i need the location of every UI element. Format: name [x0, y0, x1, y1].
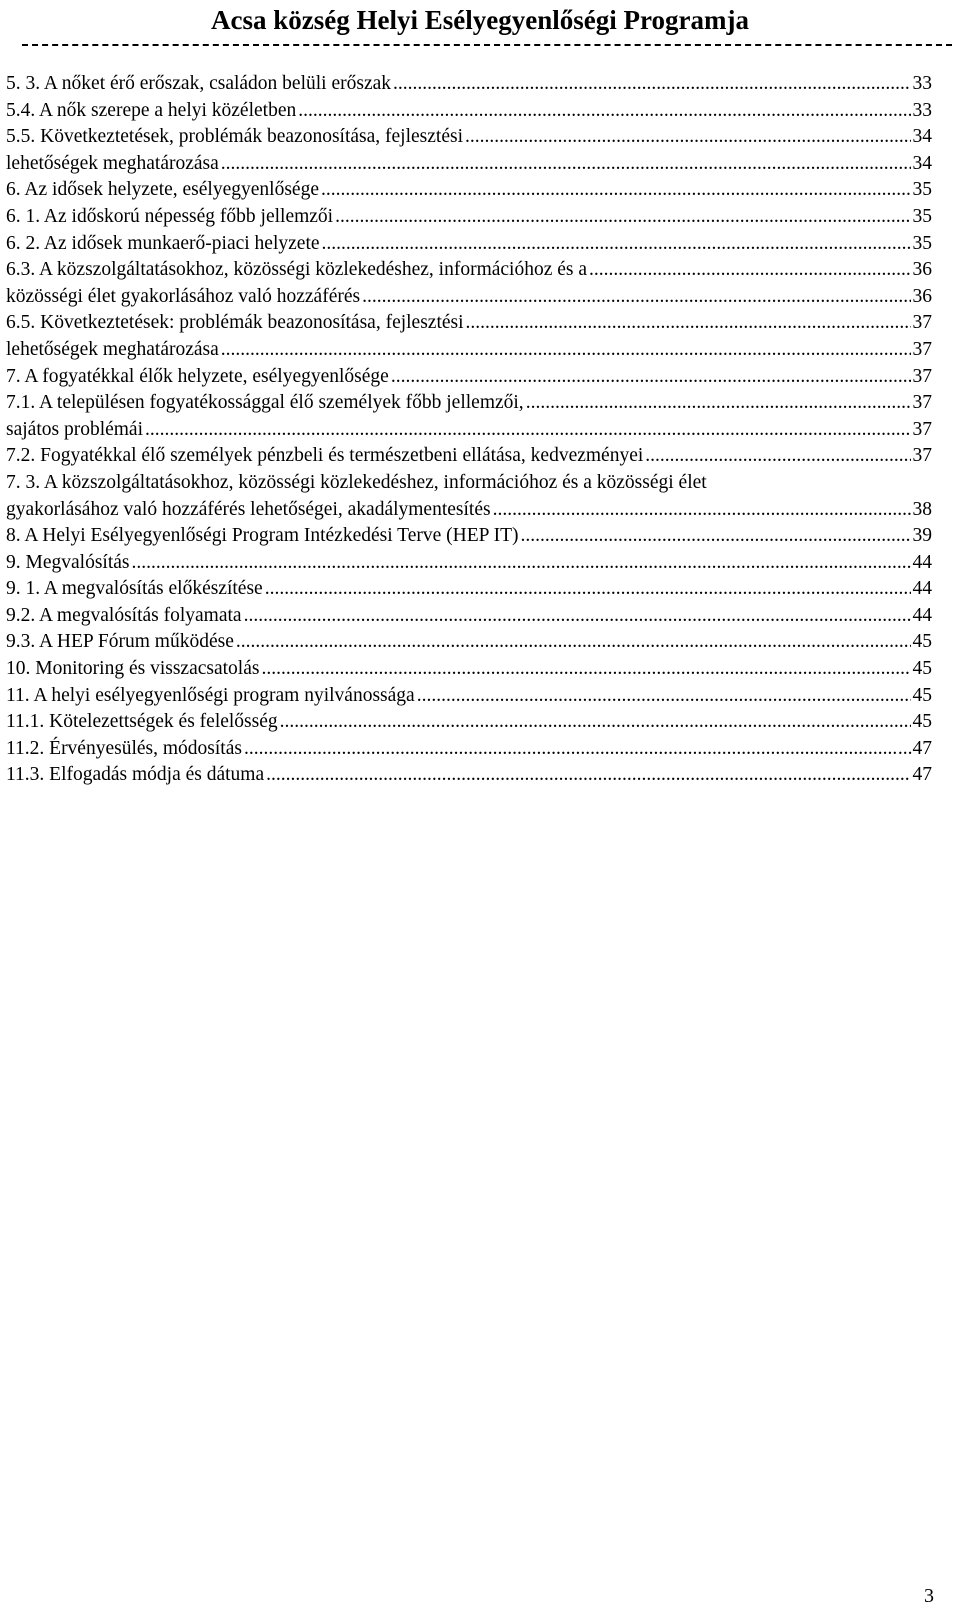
- toc-dot-leader: [466, 310, 911, 337]
- toc-dot-leader: [145, 417, 910, 444]
- toc-entry-label: 5.5. Következtetések, problémák beazonosítása, fejlesztési: [6, 126, 463, 148]
- toc-dot-leader: [322, 231, 911, 258]
- toc-entry[interactable]: [6, 576, 932, 603]
- toc-page-number: 44: [912, 578, 932, 600]
- toc-entry[interactable]: [6, 71, 932, 98]
- toc-entry-label: 6. Az idősek helyzete, esélyegyenlősége: [6, 179, 319, 201]
- toc-entry[interactable]: [6, 709, 932, 736]
- toc-entry-label: 7. 3. A közszolgáltatásokhoz, közösségi közlekedéshez, információhoz és a közösségi élet: [6, 471, 707, 493]
- toc-dot-leader: [393, 71, 910, 98]
- toc-page-number: 37: [912, 392, 932, 414]
- toc-page-number: 44: [912, 604, 932, 626]
- toc-entry[interactable]: [6, 683, 932, 710]
- toc-dot-leader: [493, 497, 911, 524]
- toc-page-number: 44: [912, 551, 932, 573]
- toc-entry[interactable]: [6, 629, 932, 656]
- toc-entry[interactable]: [6, 497, 932, 524]
- toc-page-number: 45: [912, 711, 932, 733]
- toc-dot-leader: [526, 390, 911, 417]
- toc-entry[interactable]: [6, 603, 932, 630]
- toc-entry-label: 6. 2. Az idősek munkaerő-piaci helyzete: [6, 232, 320, 254]
- toc-page-number: 35: [912, 179, 932, 201]
- toc-page-number: 45: [912, 684, 932, 706]
- toc-entry-label: 8. A Helyi Esélyegyenlőségi Program Intézkedési Terve (HEP IT): [6, 525, 519, 547]
- toc-dot-leader: [244, 736, 896, 763]
- toc-page-number: 33: [912, 99, 932, 121]
- toc-entry[interactable]: [6, 656, 932, 683]
- toc-entry-label: gyakorlásához való hozzáférés lehetőségei, akadálymentesítés: [6, 498, 491, 520]
- toc-dot-leader: [244, 603, 911, 630]
- toc-entry[interactable]: [6, 523, 932, 550]
- toc-entry[interactable]: [6, 124, 932, 151]
- toc-page-number: 37: [912, 445, 932, 467]
- toc-page-number: 37: [912, 418, 932, 440]
- toc-page-number: 37: [912, 365, 932, 387]
- toc-entry[interactable]: [6, 151, 932, 178]
- toc-page-number: 35: [912, 232, 932, 254]
- toc-entry[interactable]: [6, 257, 932, 284]
- toc-entry[interactable]: [6, 177, 932, 204]
- toc-page-number: 45: [912, 658, 932, 680]
- toc-page-number: 37: [912, 338, 932, 360]
- table-of-contents: [6, 71, 932, 789]
- toc-entry-label: 7.1. A településen fogyatékossággal élő személyek főbb jellemzői,: [6, 392, 524, 414]
- toc-page-number: 35: [912, 205, 932, 227]
- toc-entry-label: közösségi élet gyakorlásához való hozzáférés: [6, 285, 361, 307]
- toc-dot-leader: [280, 709, 911, 736]
- toc-dot-leader: [521, 523, 911, 550]
- toc-entry[interactable]: [6, 231, 932, 258]
- toc-dot-leader: [221, 151, 911, 178]
- toc-entry[interactable]: [6, 364, 932, 391]
- toc-dot-leader: [589, 257, 910, 284]
- toc-dot-leader: [131, 550, 910, 577]
- toc-page-number: ...47: [897, 737, 932, 759]
- toc-page-number: 47: [912, 764, 932, 786]
- toc-page-number: 33: [912, 73, 932, 94]
- toc-dot-leader: [298, 98, 910, 125]
- toc-entry-label: 11.3. Elfogadás módja és dátuma: [6, 764, 265, 786]
- toc-entry[interactable]: [6, 310, 932, 337]
- toc-entry-label: 11.1. Kötelezettségek és felelősség: [6, 711, 278, 733]
- toc-entry-label: sajátos problémái: [6, 418, 144, 440]
- toc-entry-label: 5. 3. A nőket érő erőszak, családon belüli erőszak: [6, 73, 392, 94]
- toc-page-number: 36: [912, 259, 932, 281]
- toc-entry[interactable]: [6, 390, 932, 417]
- toc-entry[interactable]: [6, 284, 932, 311]
- toc-dot-leader: [362, 284, 910, 311]
- toc-entry[interactable]: [6, 98, 932, 125]
- toc-entry-label: 9.3. A HEP Fórum működése: [6, 631, 234, 653]
- toc-dot-leader: [417, 683, 911, 710]
- toc-dot-leader: [236, 629, 911, 656]
- toc-page-number: 36: [912, 285, 932, 307]
- toc-entry-label: 7.2. Fogyatékkal élő személyek pénzbeli és természetbeni ellátása, kedvezményei: [6, 445, 644, 467]
- toc-entry-label: 7. A fogyatékkal élők helyzete, esélyegyenlősége: [6, 365, 389, 387]
- toc-dot-leader: [391, 364, 911, 391]
- toc-dot-leader: [266, 762, 910, 789]
- toc-entry[interactable]: [6, 470, 932, 497]
- toc-entry[interactable]: [6, 736, 932, 763]
- toc-entry[interactable]: [6, 204, 932, 231]
- page-title: Acsa község Helyi Esélyegyenlőségi Programja: [211, 5, 749, 35]
- toc-entry[interactable]: [6, 762, 932, 789]
- toc-page-number: 34: [912, 152, 932, 174]
- toc-entry-label: 6.3. A közszolgáltatásokhoz, közösségi közlekedéshez, információhoz és a: [6, 259, 588, 281]
- toc-entry-label: 6.5. Következtetések: problémák beazonosítása, fejlesztési: [6, 312, 464, 334]
- toc-page-number: 37: [912, 312, 932, 334]
- header-divider: [22, 44, 952, 46]
- toc-entry[interactable]: [6, 337, 932, 364]
- toc-entry-label: 11.2. Érvényesülés, módosítás: [6, 737, 242, 759]
- toc-entry-label: lehetőségek meghatározása: [6, 152, 219, 174]
- toc-dot-leader: [335, 204, 910, 231]
- toc-dot-leader: [645, 443, 910, 470]
- toc-dot-leader: [321, 177, 911, 204]
- toc-dot-leader: [265, 576, 911, 603]
- toc-entry-label: 5.4. A nők szerepe a helyi közéletben: [6, 99, 297, 121]
- toc-entry-label: 6. 1. Az időskorú népesség főbb jellemzői: [6, 205, 334, 227]
- toc-entry-label: 9. Megvalósítás: [6, 551, 130, 573]
- toc-entry-label: 9.2. A megvalósítás folyamata: [6, 604, 242, 626]
- toc-entry-label: 9. 1. A megvalósítás előkészítése: [6, 578, 263, 600]
- toc-entry[interactable]: [6, 443, 932, 470]
- toc-dot-leader: [221, 337, 911, 364]
- toc-page-number: 45: [912, 631, 932, 653]
- toc-dot-leader: [261, 656, 910, 683]
- toc-entry[interactable]: [6, 550, 932, 577]
- toc-entry-label: 10. Monitoring és visszacsatolás: [6, 658, 260, 680]
- toc-entry-label: 11. A helyi esélyegyenlőségi program nyilvánossága: [6, 684, 415, 706]
- toc-page-number: 38: [912, 498, 932, 520]
- toc-page-number: 39: [912, 525, 932, 547]
- toc-entry[interactable]: [6, 417, 932, 444]
- toc-dot-leader: [465, 124, 911, 151]
- toc-page-number: 34: [912, 126, 932, 148]
- page-number: 3: [924, 1585, 934, 1607]
- toc-entry-label: lehetőségek meghatározása: [6, 338, 219, 360]
